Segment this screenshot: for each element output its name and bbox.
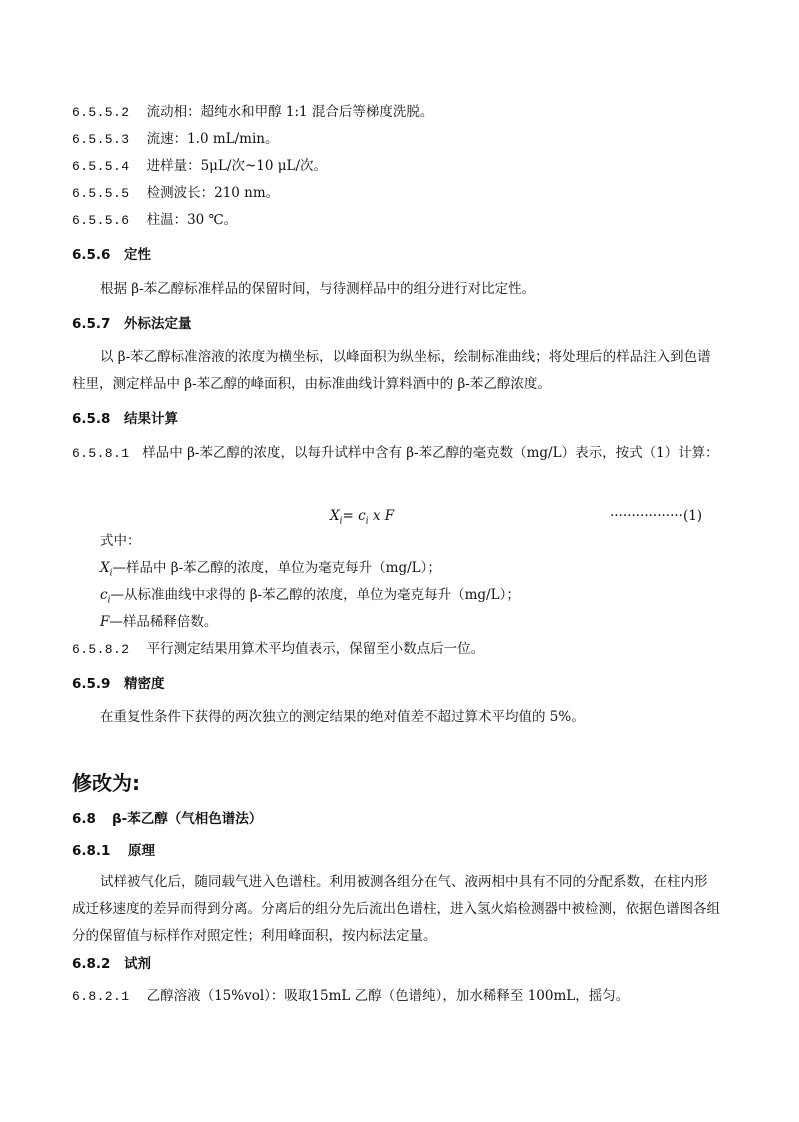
heading-6-5-9 <box>72 675 165 693</box>
formula-c-subscript: i <box>365 516 369 527</box>
formula-equals: = <box>342 508 359 524</box>
heading-6-5-7 <box>72 315 192 333</box>
equation-label: (1) <box>682 508 703 524</box>
definition-text: —从标准曲线中求得的 β-苯乙醇的浓度，单位为毫克每升（mg/L）； <box>110 587 520 603</box>
amendment-heading: 修改为: <box>72 771 140 795</box>
heading-6-8-1 <box>72 842 155 860</box>
item-6-8-2-1 <box>72 987 629 1006</box>
symbol: X <box>100 560 110 576</box>
definition-text: —样品稀释倍数。 <box>109 614 218 630</box>
where-label: 式中： <box>100 533 141 549</box>
heading-6-5-6 <box>72 246 151 264</box>
clause-text: 流动相：超纯水和甲醇 1:1 混合后等梯度洗脱。 <box>146 104 434 120</box>
heading-number: 6.5.6 <box>72 247 111 263</box>
heading-number: 6.5.8 <box>72 411 111 427</box>
definition-ci <box>100 586 520 610</box>
heading-number: 6.8.2 <box>72 956 111 972</box>
leader-dots: ················· <box>610 508 683 524</box>
heading-number: 6.5.7 <box>72 316 111 332</box>
heading-6-8-2 <box>72 955 151 973</box>
heading-title: 试剂 <box>124 956 151 972</box>
clause-number: 6.8.2.1 <box>72 989 130 1004</box>
formula <box>330 507 394 531</box>
heading-title: 结果计算 <box>124 411 178 427</box>
item-6-5-5-3 <box>72 130 278 149</box>
clause-text: 流速：1.0 mL/min。 <box>146 131 279 147</box>
clause-text: 乙醇溶液（15%vol）：吸取15mL 乙醇（色谱纯），加水稀释至 100mL，摇匀。 <box>146 988 630 1004</box>
heading-number: 6.5.9 <box>72 676 111 692</box>
clause-text: 样品中 β-苯乙醇的浓度，以每升试样中含有 β-苯乙醇的毫克数（mg/L）表示，按式（1）计算： <box>142 445 719 461</box>
heading-title: 外标法定量 <box>124 316 192 332</box>
item-6-5-5-6 <box>72 211 237 230</box>
item-6-5-5-2 <box>72 103 433 122</box>
clause-number: 6.5.8.2 <box>72 642 130 657</box>
clause-number: 6.5.5.5 <box>72 186 130 201</box>
item-6-5-5-5 <box>72 184 279 203</box>
paragraph-6-5-9: 在重复性条件下获得的两次独立的测定结果的绝对值差不超过算术平均值的 5%。 <box>100 709 585 725</box>
heading-number: 6.8 <box>72 811 96 827</box>
item-6-5-5-4 <box>72 157 327 176</box>
symbol: c <box>100 587 108 603</box>
heading-title: 精密度 <box>124 676 165 692</box>
heading-6-8 <box>72 810 262 828</box>
heading-6-5-8 <box>72 410 178 428</box>
equation-number <box>610 507 702 525</box>
clause-number: 6.5.5.6 <box>72 213 130 228</box>
formula-operator: x <box>368 508 385 524</box>
paragraph-6-5-7: 以 β-苯乙醇标准溶液的浓度为横坐标，以峰面积为纵坐标，绘制标准曲线；将处理后的样品注入到色谱柱里，测定样品中 β-苯乙醇的峰面积，由标准曲线计算料酒中的 β-苯乙醇浓度。 <box>72 349 711 392</box>
symbol-subscript: i <box>107 595 111 606</box>
clause-number: 6.5.5.4 <box>72 159 130 174</box>
formula-f: F <box>384 508 395 524</box>
paragraph-6-5-6: 根据 β-苯乙醇标准样品的保留时间，与待测样品中的组分进行对比定性。 <box>100 281 536 297</box>
heading-title: 原理 <box>128 843 155 859</box>
formula-lhs-subscript: i <box>339 516 343 527</box>
definition-f <box>100 613 217 631</box>
clause-number: 6.5.8.1 <box>72 446 130 461</box>
clause-text: 检测波长：210 nm。 <box>146 185 280 201</box>
formula-lhs: X <box>330 508 340 524</box>
heading-title: 定性 <box>124 247 151 263</box>
symbol-subscript: i <box>109 568 113 579</box>
paragraph-6-8-1: 试样被气化后，随同载气进入色谱柱。利用被测各组分在气、液两相中具有不同的分配系数，在柱内形成迁移速度的差异而得到分离。分离后的组分先后流出色谱柱，进入氢火焰检测器中被检测，依据色谱图各组分的保留值与标样作对照定性；利用峰面积，按内标法定量。 <box>72 874 720 944</box>
clause-number: 6.5.5.2 <box>72 105 130 120</box>
heading-title: β-苯乙醇（气相色谱法） <box>112 811 263 827</box>
clause-text: 平行测定结果用算术平均值表示，保留至小数点后一位。 <box>146 641 485 657</box>
heading-number: 6.8.1 <box>72 843 111 859</box>
clause-text: 柱温：30 ℃。 <box>146 212 238 228</box>
formula-c: c <box>358 508 366 524</box>
item-6-5-8-2 <box>72 640 484 659</box>
definition-text: —样品中 β-苯乙醇的浓度，单位为毫克每升（mg/L）； <box>112 560 441 576</box>
clause-text: 进样量：5μL/次~10 μL/次。 <box>146 158 328 174</box>
symbol: F <box>100 614 110 630</box>
clause-number: 6.5.5.3 <box>72 132 130 147</box>
definition-xi <box>100 559 441 583</box>
paragraph-6-5-8-1 <box>72 440 720 467</box>
